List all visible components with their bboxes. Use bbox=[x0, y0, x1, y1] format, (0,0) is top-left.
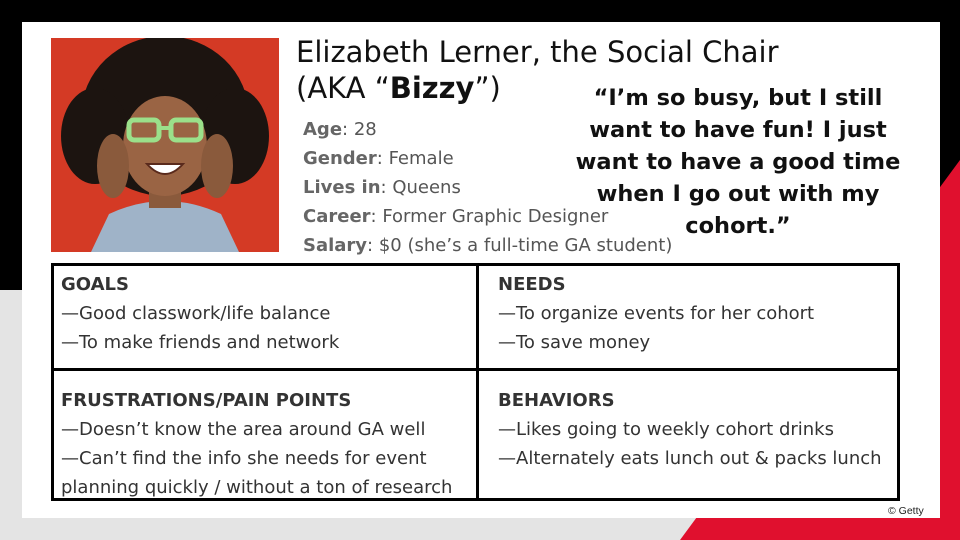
fact-label: Age bbox=[303, 119, 343, 140]
list-item: —Doesn’t know the area around GA well bbox=[61, 419, 426, 440]
photo-credit: © Getty bbox=[888, 505, 924, 517]
list-item: —Alternately eats lunch out & packs lunch bbox=[498, 448, 882, 469]
behaviors-section bbox=[498, 386, 893, 473]
list-item: —Can’t find the info she needs for event planning quickly / without a ton of research bbox=[61, 448, 453, 498]
section-heading: GOALS bbox=[61, 274, 129, 295]
list-item: —To make friends and network bbox=[61, 332, 340, 353]
fact-label: Career bbox=[303, 206, 371, 227]
section-heading: NEEDS bbox=[498, 274, 566, 295]
fact-value: : Former Graphic Designer bbox=[370, 206, 609, 227]
fact-value: : 28 bbox=[342, 119, 377, 140]
fact-value: : Female bbox=[376, 148, 454, 169]
fact-value: : Queens bbox=[380, 177, 461, 198]
frustrations-section bbox=[61, 386, 471, 502]
persona-name: Elizabeth Lerner, the Social Chair bbox=[296, 35, 779, 69]
fact-label: Gender bbox=[303, 148, 377, 169]
persona-photo bbox=[51, 38, 279, 252]
fact-value: : $0 (she’s a full-time GA student) bbox=[367, 235, 673, 256]
persona-grid bbox=[51, 263, 900, 501]
fact-label: Lives in bbox=[303, 177, 381, 198]
aka-prefix: (AKA “ bbox=[296, 71, 390, 105]
fact-label: Salary bbox=[303, 235, 368, 256]
needs-section bbox=[498, 270, 893, 357]
list-item: —Good classwork/life balance bbox=[61, 303, 331, 324]
goals-section bbox=[61, 270, 471, 357]
list-item: —To organize events for her cohort bbox=[498, 303, 815, 324]
grid-divider-vertical bbox=[476, 266, 479, 498]
section-heading: BEHAVIORS bbox=[498, 390, 615, 411]
aka-suffix: ”) bbox=[474, 71, 501, 105]
list-item: —To save money bbox=[498, 332, 651, 353]
list-item: —Likes going to weekly cohort drinks bbox=[498, 419, 834, 440]
aka-nickname: Bizzy bbox=[389, 71, 475, 105]
persona-quote: “I’m so busy, but I still want to have fun! I just want to have a good time when I go out with my cohort.” bbox=[575, 85, 901, 239]
section-heading: FRUSTRATIONS/PAIN POINTS bbox=[61, 390, 352, 411]
